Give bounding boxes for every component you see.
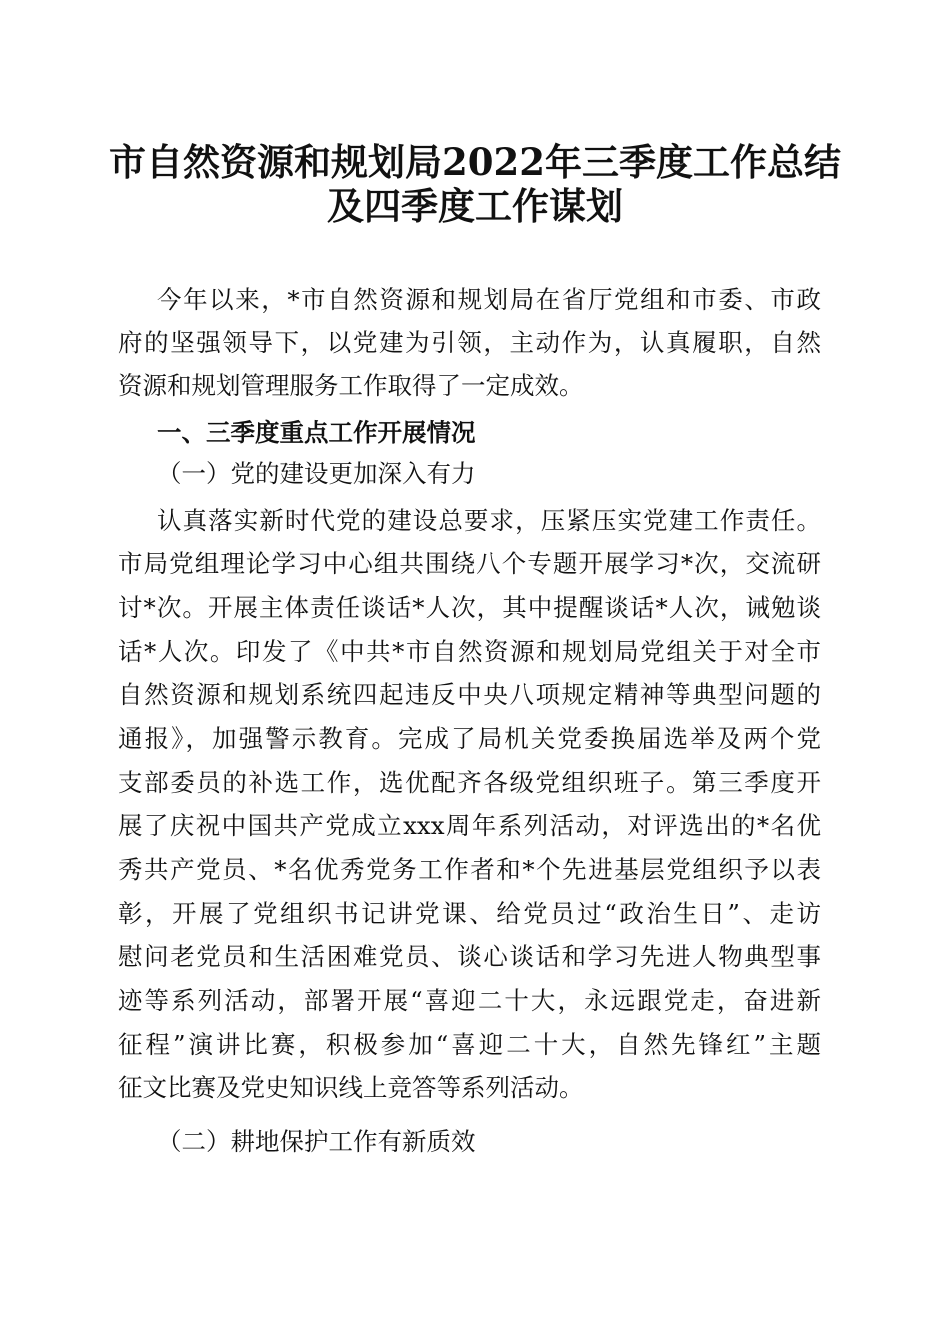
paragraph-line: 秀共产党员、*名优秀党务工作者和*个先进基层党组织予以表 (118, 855, 821, 884)
intro-line-1: 今年以来，*市自然资源和规划局在省厅党组和市委、市政 (157, 285, 821, 314)
document-title-line-1: 市自然资源和规划局2022年三季度工作总结 (109, 140, 841, 184)
subsection-heading-1: （一）党的建设更加深入有力 (157, 459, 476, 488)
paragraph-line: 展了庆祝中国共产党成立xxx周年系列活动，对评选出的*名优 (118, 811, 821, 840)
paragraph-line: 认真落实新时代党的建设总要求，压紧压实党建工作责任。 (157, 506, 821, 535)
section-heading-1: 一、三季度重点工作开展情况 (157, 418, 476, 447)
paragraph-line: 自然资源和规划系统四起违反中央八项规定精神等典型问题的 (118, 680, 821, 709)
paragraph-line: 迹等系列活动，部署开展“喜迎二十大，永远跟党走，奋进新 (118, 986, 821, 1015)
paragraph-line: 话*人次。印发了《中共*市自然资源和规划局党组关于对全市 (118, 637, 821, 666)
paragraph-line: 支部委员的补选工作，选优配齐各级党组织班子。第三季度开 (118, 768, 821, 797)
paragraph-line: 慰问老党员和生活困难党员、谈心谈话和学习先进人物典型事 (118, 942, 821, 971)
document-title-line-2: 及四季度工作谋划 (327, 184, 623, 228)
paragraph-line: 征程”演讲比赛，积极参加“喜迎二十大，自然先锋红”主题 (118, 1030, 821, 1059)
paragraph-line: 通报》，加强警示教育。完成了局机关党委换届选举及两个党 (118, 724, 821, 753)
paragraph-line: 彰，开展了党组织书记讲党课、给党员过“政治生日”、走访 (118, 899, 821, 928)
subsection-heading-2: （二）耕地保护工作有新质效 (157, 1127, 476, 1156)
intro-line-2: 府的坚强领导下，以党建为引领，主动作为，认真履职，自然 (118, 328, 821, 357)
intro-line-3: 资源和规划管理服务工作取得了一定成效。 (118, 371, 584, 400)
paragraph-line: 市局党组理论学习中心组共围绕八个专题开展学习*次，交流研 (118, 549, 821, 578)
paragraph-line: 讨*次。开展主体责任谈话*人次，其中提醒谈话*人次，诫勉谈 (118, 593, 821, 622)
paragraph-line: 征文比赛及党史知识线上竞答等系列活动。 (118, 1073, 584, 1102)
